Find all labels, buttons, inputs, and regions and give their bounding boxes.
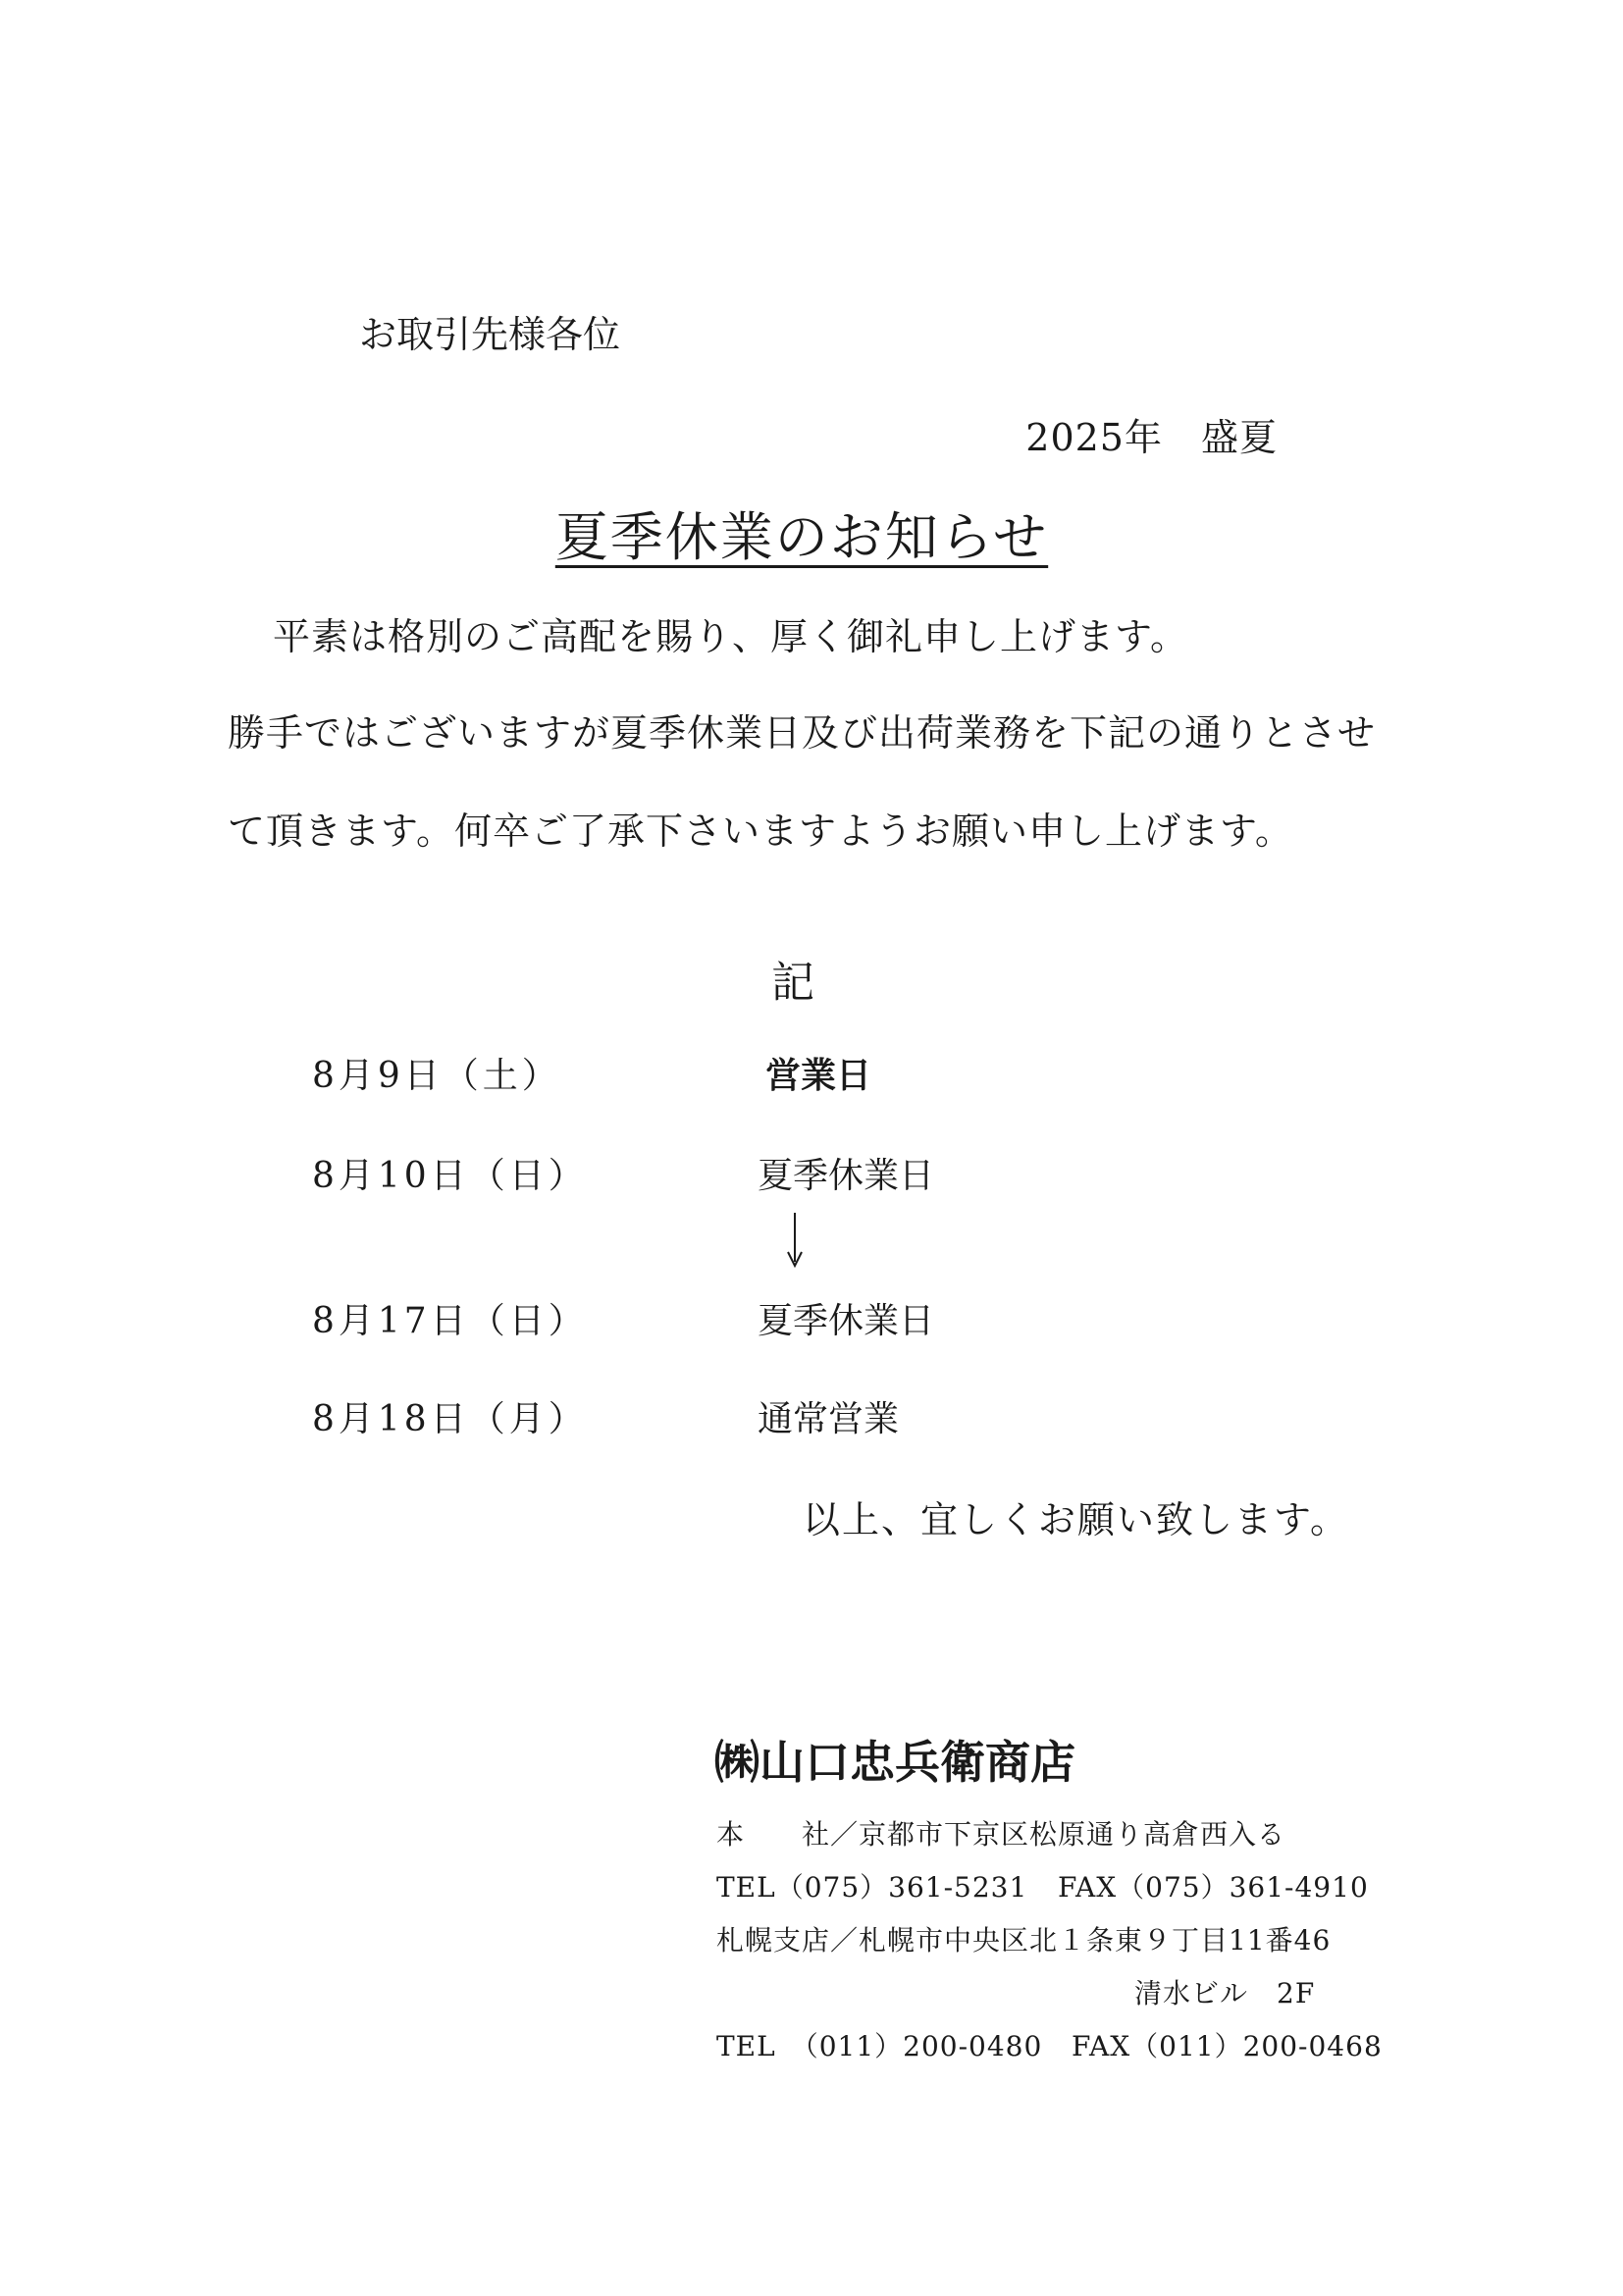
body-line-1: 平素は格別のご高配を賜り、厚く御礼申し上げます。 (273, 615, 1188, 658)
notice-title (0, 496, 1603, 571)
schedule-date-4: 8月18日（月） (312, 1399, 588, 1439)
schedule-status-3: 夏季休業日 (758, 1301, 935, 1341)
closing-line: 以上、宜しくお願い致します。 (803, 1498, 1349, 1541)
sapporo-tel: TEL （011）200-0480 (716, 2030, 1043, 2062)
schedule-status-4: 通常営業 (758, 1399, 900, 1439)
sapporo-building: 清水ビル 2F (1134, 1977, 1316, 2009)
schedule-status-1: 営業日 (765, 1055, 872, 1096)
ki-heading: 記 (771, 958, 814, 1008)
issue-date: 2025年 盛夏 (1025, 416, 1278, 459)
arrow-down-icon (785, 1213, 805, 1268)
sapporo-fax: FAX（011）200-0468 (1072, 2030, 1383, 2062)
company-name: ㈱山口忠兵衛商店 (714, 1736, 1075, 1789)
recipient-line: お取引先様各位 (359, 313, 621, 356)
head-office-tel: TEL（075）361-5231 (716, 1871, 1028, 1904)
notice-title-text: 夏季休業のお知らせ (554, 506, 1049, 568)
schedule-status-2: 夏季休業日 (758, 1156, 935, 1196)
schedule-date-1: 8月9日（土） (312, 1056, 561, 1096)
schedule-date-2: 8月10日（日） (312, 1156, 588, 1196)
schedule-date-3: 8月17日（日） (312, 1301, 588, 1341)
head-office-fax: FAX（075）361-4910 (1058, 1871, 1369, 1904)
body-line-3: て頂きます。何卒ご了承下さいますようお願い申し上げます。 (228, 809, 1293, 853)
body-line-2: 勝手ではございますが夏季休業日及び出荷業務を下記の通りとさせ (228, 711, 1377, 755)
head-office-address: 本 社／京都市下京区松原通り高倉西入る (716, 1818, 1286, 1851)
sapporo-office-address: 札幌支店／札幌市中央区北１条東９丁目11番46 (716, 1924, 1332, 1957)
